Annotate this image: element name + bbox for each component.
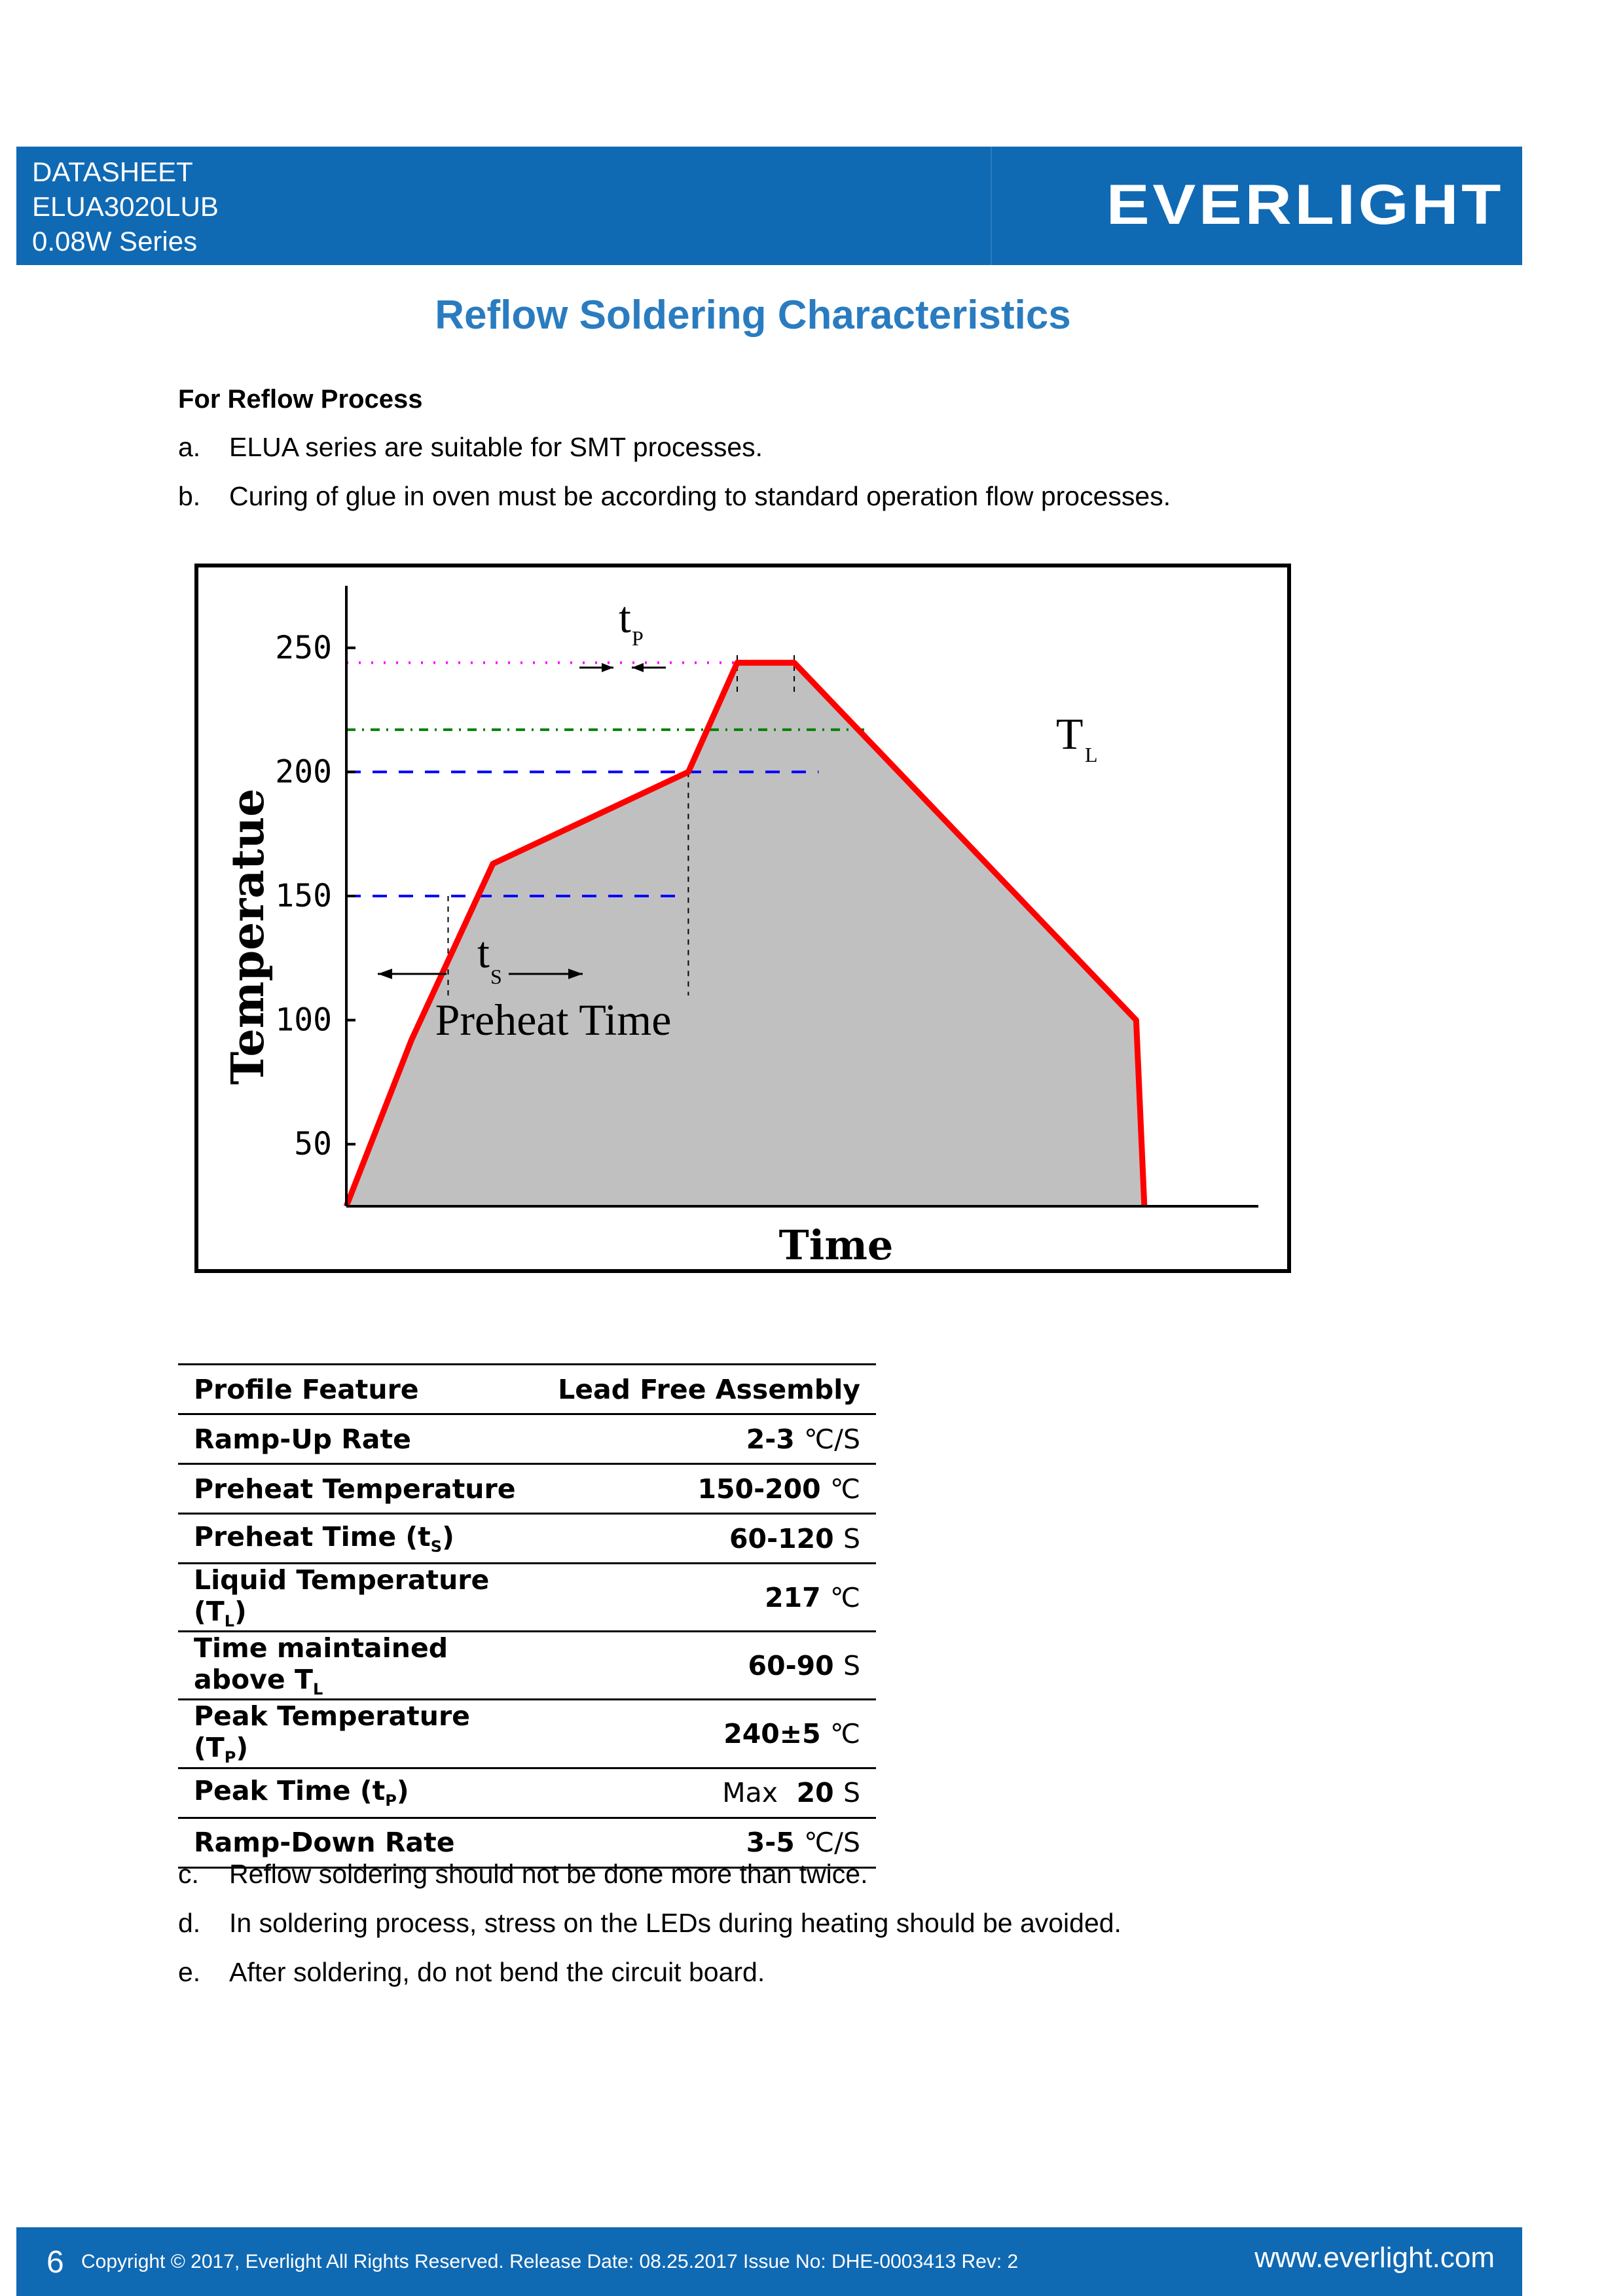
table-cell-value: [542, 1514, 876, 1564]
y-tick-label-150: 150: [275, 878, 332, 914]
list-item-text: In soldering process, stress on the LEDs during heating should be avoided.: [229, 1908, 1122, 1938]
preheat-time-label: Preheat Time: [435, 995, 672, 1045]
feature-subscript: P: [385, 1791, 397, 1810]
feature-close: ): [234, 1596, 247, 1627]
value-number: 60-90: [748, 1649, 834, 1681]
tp-label: t: [619, 592, 631, 642]
website-link[interactable]: www.everlight.com: [1254, 2242, 1495, 2274]
page-number: 6: [46, 2245, 64, 2280]
list-item-b: [178, 481, 1171, 512]
table-cell-feature: [178, 1632, 542, 1700]
feature-text: Ramp-Up Rate: [194, 1423, 411, 1455]
table-cell-feature: [178, 1514, 542, 1564]
table-cell-value: [542, 1564, 876, 1632]
reflow-profile-chart: [194, 564, 1291, 1273]
y-tick-label-100: 100: [275, 1001, 332, 1039]
x-axis-label: Time: [778, 1221, 894, 1269]
value-unit: ℃/S: [804, 1423, 860, 1455]
y-tick-label-250: 250: [275, 629, 332, 666]
table-cell-value: [542, 1768, 876, 1818]
value-number: 20: [796, 1777, 834, 1809]
ts-label-sub: S: [490, 965, 502, 988]
list-item-label: e.: [178, 1957, 201, 1987]
value-prefix: Max: [722, 1777, 778, 1809]
y-tick-label-50: 50: [294, 1126, 332, 1163]
table-cell-feature: [178, 1768, 542, 1818]
table-cell-feature: [178, 1414, 542, 1464]
feature-subscript: L: [312, 1680, 323, 1699]
header-doc-info: [32, 154, 219, 259]
y-tick-label-200: 200: [275, 753, 332, 791]
list-item-label: d.: [178, 1908, 201, 1938]
everlight-logo: EVERLIGHT: [1106, 173, 1504, 236]
feature-text: Peak Temperature (T: [194, 1700, 470, 1764]
table-header-feature: Profile Feature: [178, 1365, 542, 1414]
feature-close: ): [236, 1732, 249, 1764]
header-bar: [16, 147, 1522, 265]
feature-text: Liquid Temperature (T: [194, 1564, 490, 1627]
feature-close: ): [396, 1775, 409, 1807]
list-item-label: c.: [178, 1859, 199, 1889]
table-row: [178, 1464, 876, 1514]
value-number: 3-5: [746, 1827, 795, 1859]
value-unit: ℃: [830, 1473, 860, 1505]
feature-subscript: L: [224, 1612, 235, 1631]
value-unit: ℃: [830, 1717, 860, 1749]
list-item-d: [178, 1908, 1122, 1939]
value-unit: S: [843, 1649, 860, 1681]
tp-label-sub: P: [632, 626, 644, 650]
list-item-text: ELUA series are suitable for SMT processes.: [229, 432, 763, 462]
list-item-a: [178, 432, 763, 463]
value-number: 240±5: [723, 1717, 821, 1749]
header-line-datasheet: DATASHEET: [32, 156, 193, 187]
header-divider: [991, 147, 992, 265]
table-row: [178, 1700, 876, 1768]
table-header-value: Lead Free Assembly: [542, 1365, 876, 1414]
value-number: 217: [765, 1581, 821, 1613]
feature-subscript: S: [430, 1537, 443, 1556]
list-item-text: After soldering, do not bend the circuit board.: [229, 1957, 765, 1987]
table-cell-value: [542, 1464, 876, 1514]
table-row: [178, 1514, 876, 1564]
table-row: [178, 1564, 876, 1632]
table-row: [178, 1414, 876, 1464]
section-subheading: For Reflow Process: [178, 385, 423, 414]
value-unit: ℃: [830, 1581, 860, 1613]
table-cell-value: [542, 1414, 876, 1464]
tl-label: T: [1056, 709, 1084, 759]
list-item-text: Curing of glue in oven must be according to standard operation flow processes.: [229, 481, 1171, 511]
list-item-text: Reflow soldering should not be done more than twice.: [229, 1859, 868, 1889]
feature-close: ): [442, 1520, 454, 1552]
ts-label: t: [477, 927, 490, 977]
feature-text: Preheat Temperature: [194, 1473, 516, 1505]
page-title: Reflow Soldering Characteristics: [435, 293, 1071, 338]
header-line-series: 0.08W Series: [32, 226, 198, 257]
value-unit: S: [843, 1777, 860, 1809]
table-cell-value: [542, 1700, 876, 1768]
footer-bar: [16, 2227, 1522, 2296]
table-row: [178, 1768, 876, 1818]
feature-subscript: P: [224, 1748, 236, 1767]
feature-text: Peak Time (t: [194, 1775, 386, 1807]
table-cell-feature: [178, 1564, 542, 1632]
value-unit: S: [843, 1522, 860, 1554]
y-axis-label: Temperatue: [222, 788, 274, 1085]
table-row: [178, 1632, 876, 1700]
value-number: 2-3: [746, 1423, 795, 1455]
list-item-label: a.: [178, 432, 201, 462]
list-item-e: [178, 1957, 765, 1988]
feature-text: Ramp-Down Rate: [194, 1827, 455, 1859]
tl-label-sub: L: [1085, 743, 1098, 766]
header-line-part-number: ELUA3020LUB: [32, 191, 219, 222]
feature-text: Time maintained above T: [194, 1632, 448, 1696]
list-item-c: [178, 1859, 867, 1890]
table-cell-feature: [178, 1464, 542, 1514]
copyright-text: Copyright © 2017, Everlight All Rights Reserved. Release Date: 08.25.2017 Issue No: DHE-0003413 Rev: 2: [81, 2251, 1019, 2272]
table-cell-feature: [178, 1700, 542, 1768]
table-header-row: [178, 1365, 876, 1414]
value-number: 150-200: [697, 1473, 821, 1505]
list-item-label: b.: [178, 481, 201, 511]
reflow-spec-table: [178, 1363, 876, 1869]
feature-text: Preheat Time (t: [194, 1520, 431, 1552]
table-cell-value: [542, 1632, 876, 1700]
value-number: 60-120: [729, 1522, 834, 1554]
value-unit: ℃/S: [804, 1827, 860, 1859]
